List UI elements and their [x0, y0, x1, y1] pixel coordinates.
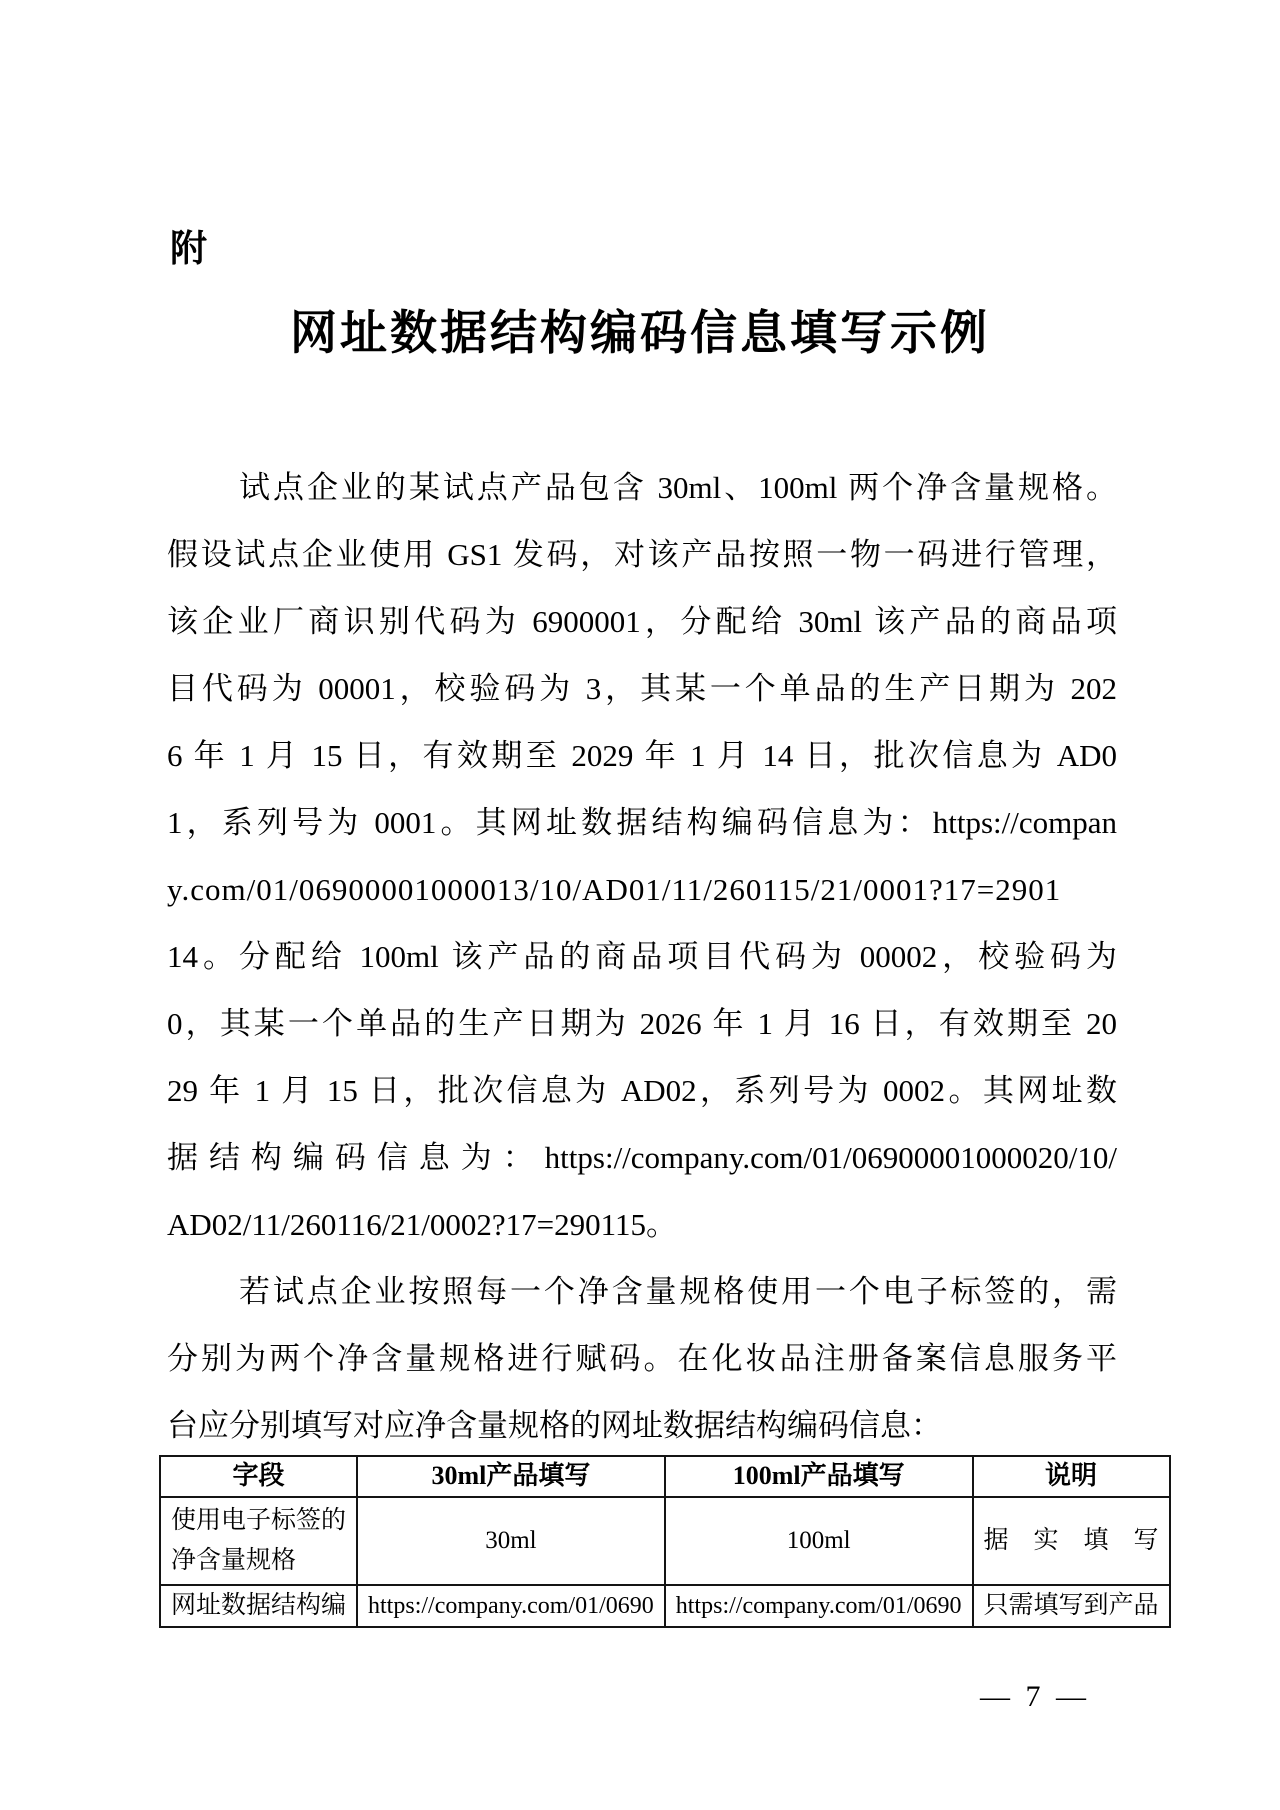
- cell-field: [160, 1497, 357, 1585]
- cell-field-line: 网址数据结构编: [171, 1592, 347, 1619]
- cell-field-line: 净含量规格: [171, 1547, 297, 1574]
- body-line: 若试点企业按照每一个净含量规格使用一个电子标签的，需: [239, 1274, 1117, 1309]
- header-cell-100ml: 100ml产品填写: [665, 1456, 973, 1497]
- body-text: [167, 454, 1117, 1459]
- table-row: [160, 1497, 1170, 1585]
- header-cell-30ml: 30ml产品填写: [357, 1456, 665, 1497]
- cell-100ml-value: 100ml: [665, 1497, 973, 1585]
- page-title: 网址数据结构编码信息填写示例: [290, 308, 990, 360]
- paragraph-1: [167, 454, 1117, 1258]
- body-line: 据结构编码信息为：https://company.com/01/06900001000020/10/: [167, 1140, 1117, 1175]
- cell-100ml-value: https://company.com/01/0690: [665, 1585, 973, 1627]
- body-line: 该企业厂商识别代码为 6900001，分配给 30ml 该产品的商品项: [167, 604, 1117, 639]
- attachment-label: 附: [170, 228, 207, 269]
- header-cell-note: 说明: [973, 1456, 1170, 1497]
- cell-30ml-value: https://company.com/01/0690: [357, 1585, 665, 1627]
- cell-field-line: 使用电子标签的: [171, 1507, 347, 1534]
- body-line: 台应分别填写对应净含量规格的网址数据结构编码信息：: [167, 1408, 942, 1443]
- table-row: [160, 1585, 1170, 1627]
- header-cell-field: 字段: [160, 1456, 357, 1497]
- cell-note: 据实填写: [973, 1497, 1170, 1585]
- cell-note: 只需填写到产品: [973, 1585, 1170, 1627]
- body-line: 29 年 1 月 15 日，批次信息为 AD02，系列号为 0002。其网址数: [167, 1073, 1117, 1108]
- body-line: 14。分配给 100ml 该产品的商品项目代码为 00002，校验码为: [167, 939, 1117, 974]
- cell-field: [160, 1585, 357, 1627]
- spec-table: [159, 1455, 1171, 1628]
- body-line: 目代码为 00001，校验码为 3，其某一个单品的生产日期为 202: [167, 671, 1117, 706]
- cell-30ml-value: 30ml: [357, 1497, 665, 1585]
- body-line: 试点企业的某试点产品包含 30ml、100ml 两个净含量规格。: [239, 470, 1117, 505]
- body-line: y.com/01/06900001000013/10/AD01/11/260115/21/0001?17=2901: [167, 872, 1062, 907]
- body-line: 分别为两个净含量规格进行赋码。在化妆品注册备案信息服务平: [167, 1341, 1117, 1376]
- page-number: — 7 —: [980, 1680, 1090, 1713]
- table-header-row: [160, 1456, 1170, 1497]
- body-line: AD02/11/260116/21/0002?17=290115。: [167, 1207, 678, 1242]
- body-line: 6 年 1 月 15 日，有效期至 2029 年 1 月 14 日，批次信息为 AD0: [167, 738, 1117, 773]
- body-line: 假设试点企业使用 GS1 发码，对该产品按照一物一码进行管理，: [167, 537, 1117, 572]
- paragraph-2: [167, 1258, 1117, 1459]
- body-line: 1，系列号为 0001。其网址数据结构编码信息为：https://compan: [167, 805, 1117, 840]
- body-line: 0，其某一个单品的生产日期为 2026 年 1 月 16 日，有效期至 20: [167, 1006, 1117, 1041]
